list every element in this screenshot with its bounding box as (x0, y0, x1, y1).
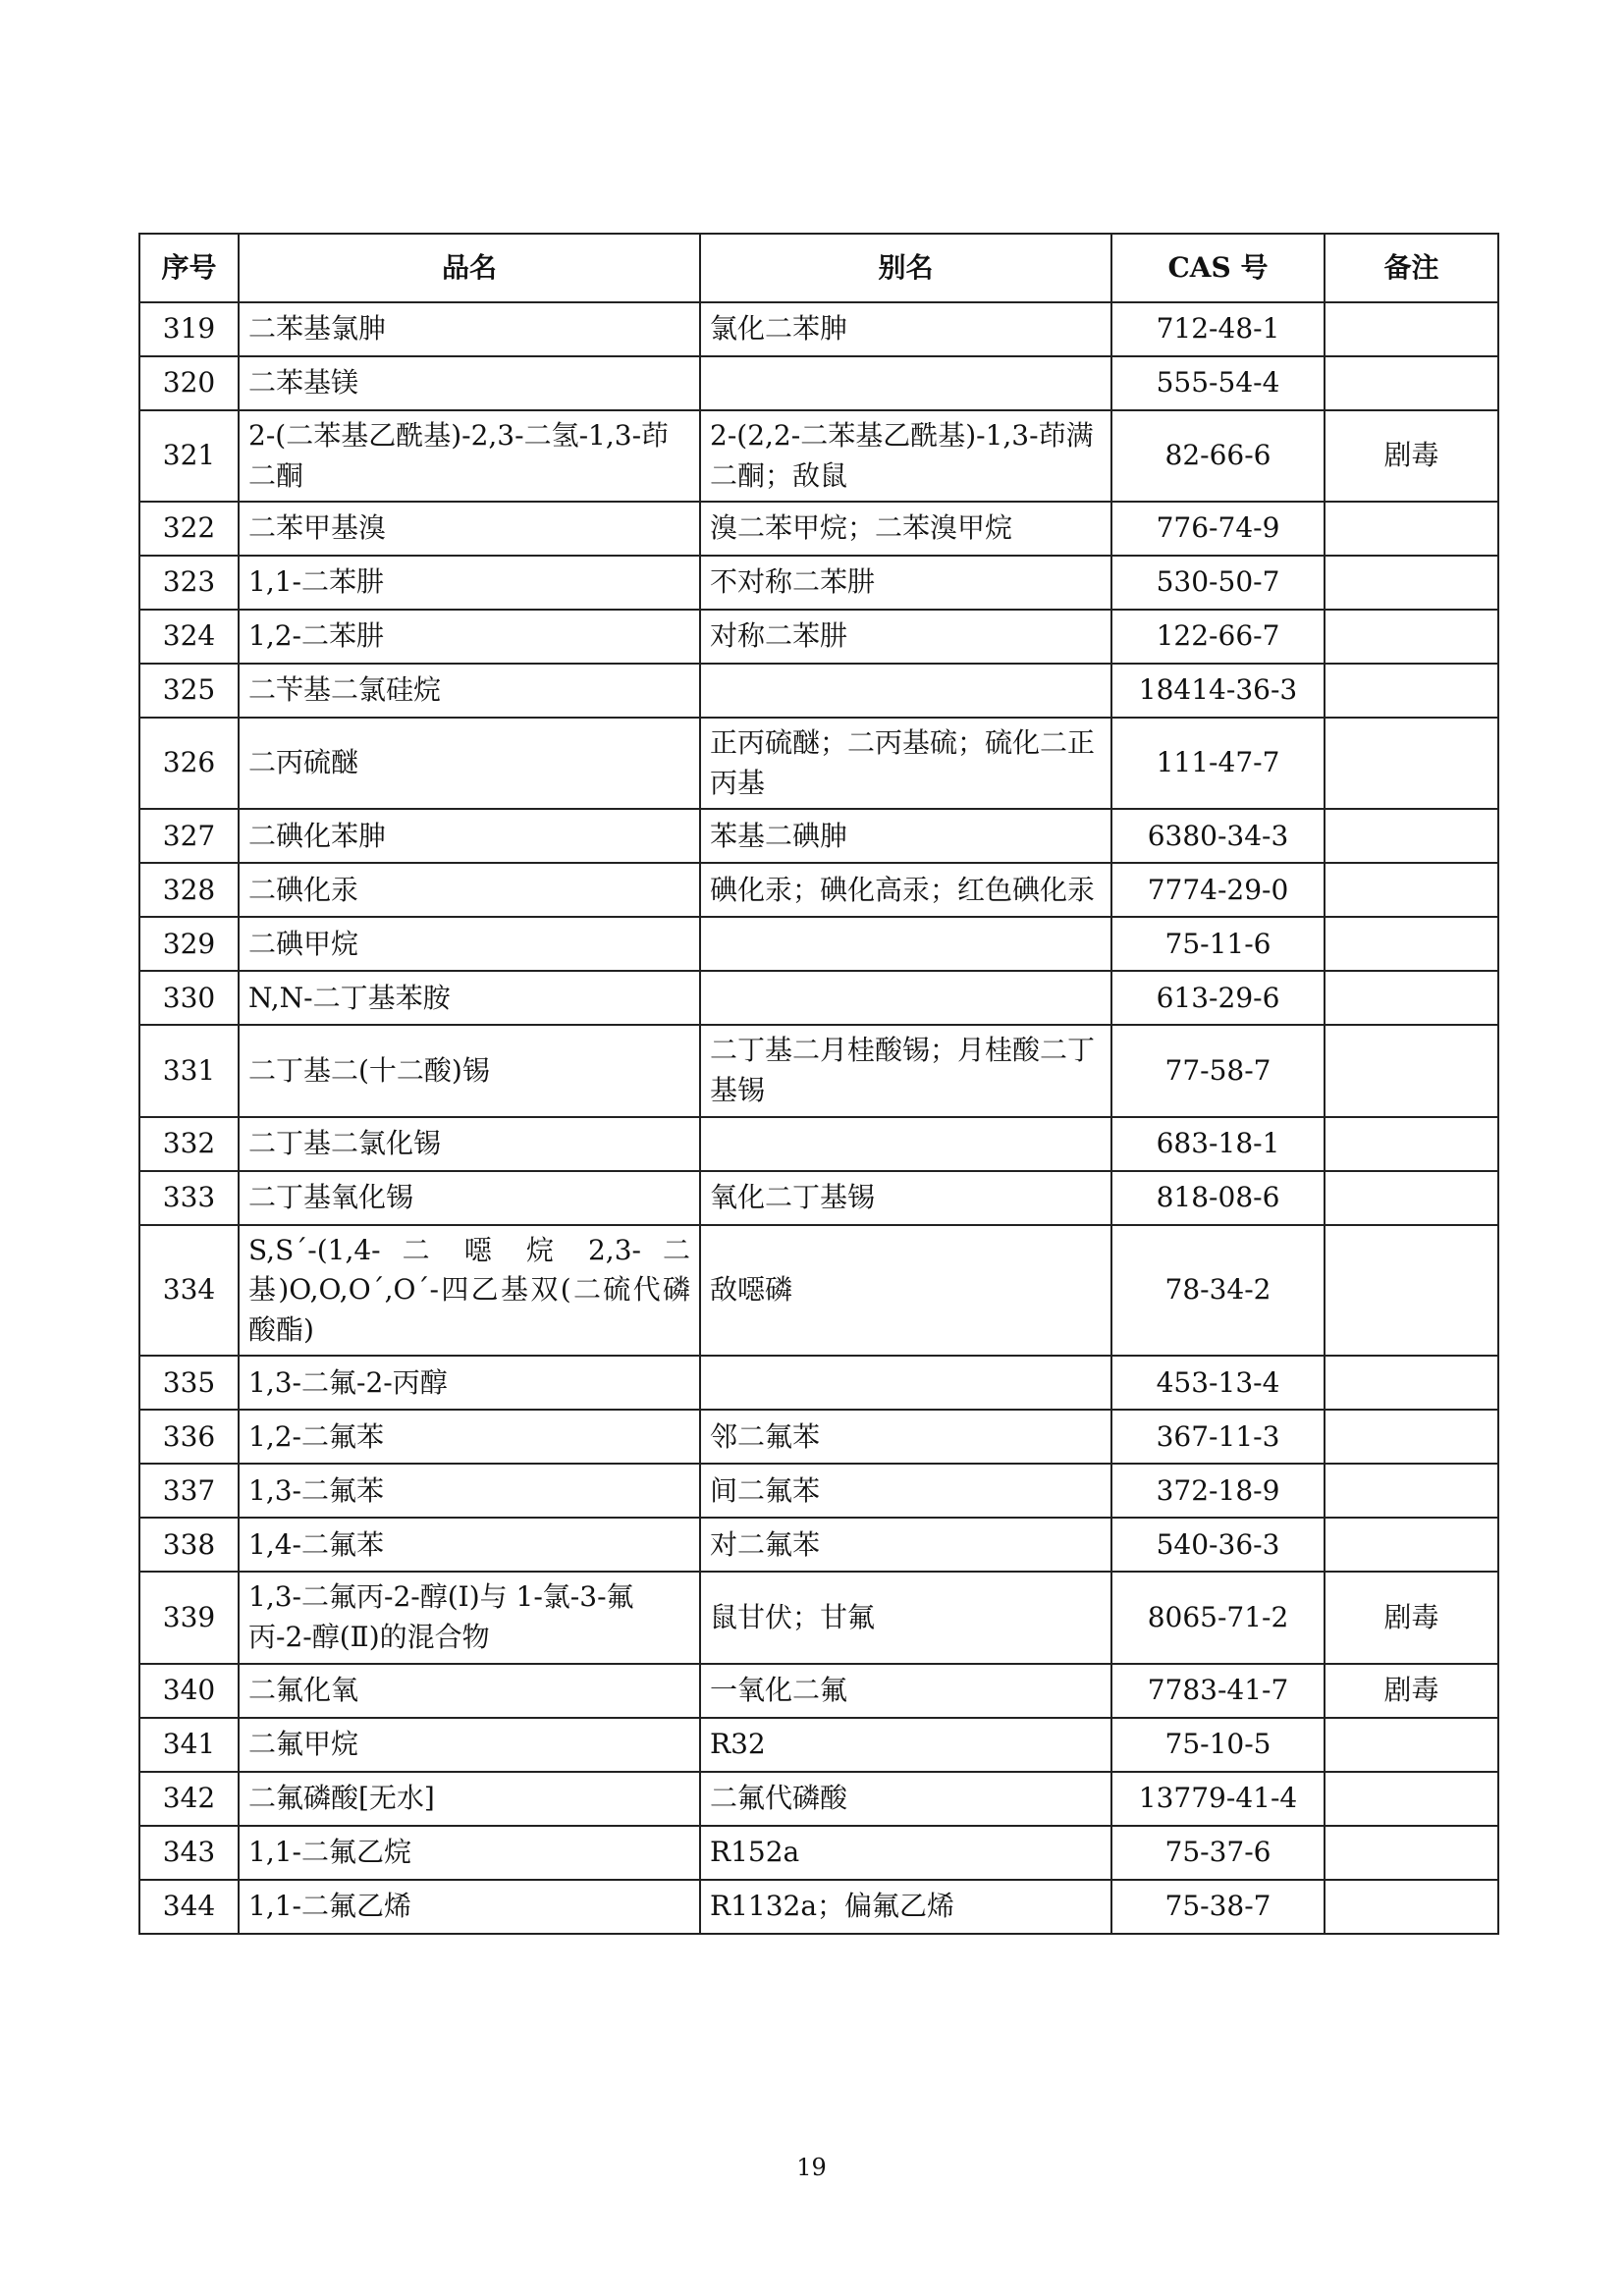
cell-note (1325, 809, 1498, 863)
cell-note (1325, 610, 1498, 664)
cell-note (1325, 1025, 1498, 1116)
cell-cas: 122-66-7 (1111, 610, 1325, 664)
cell-name: 1,1-二氟乙烯 (239, 1880, 700, 1934)
cell-cas: 78-34-2 (1111, 1225, 1325, 1357)
cell-note: 剧毒 (1325, 1572, 1498, 1663)
cell-note (1325, 664, 1498, 718)
cell-name: 二碘化汞 (239, 863, 700, 917)
cell-cas: 818-08-6 (1111, 1171, 1325, 1225)
cell-name: 二苯基氯胂 (239, 302, 700, 356)
cell-no: 343 (139, 1826, 239, 1880)
cell-cas: 540-36-3 (1111, 1518, 1325, 1572)
cell-name: 1,1-二苯肼 (239, 556, 700, 610)
cell-alias: 邻二氟苯 (700, 1410, 1111, 1464)
cell-note (1325, 917, 1498, 971)
cell-alias: 敌噁磷 (700, 1225, 1111, 1357)
cell-name: 二苄基二氯硅烷 (239, 664, 700, 718)
cell-alias (700, 356, 1111, 410)
header-name: 品名 (239, 234, 700, 302)
cell-cas: 613-29-6 (1111, 971, 1325, 1025)
cell-alias: 二氟代磷酸 (700, 1772, 1111, 1826)
table-row (139, 1664, 1498, 1718)
cell-no: 327 (139, 809, 239, 863)
cell-cas: 367-11-3 (1111, 1410, 1325, 1464)
table-row (139, 1518, 1498, 1572)
cell-no: 319 (139, 302, 239, 356)
table-row (139, 302, 1498, 356)
table-row (139, 1117, 1498, 1171)
cell-no: 335 (139, 1356, 239, 1410)
cell-alias: 鼠甘伏；甘氟 (700, 1572, 1111, 1663)
cell-no: 331 (139, 1025, 239, 1116)
cell-no: 344 (139, 1880, 239, 1934)
cell-name: 1,3-二氟-2-丙醇 (239, 1356, 700, 1410)
cell-name: 二苯甲基溴 (239, 502, 700, 556)
cell-note: 剧毒 (1325, 1664, 1498, 1718)
cell-name: S,S´-(1,4- 二 噁 烷 2,3- 二基)O,O,O´,O´-四乙基双(二硫代磷酸酯) (239, 1225, 700, 1357)
cell-alias: 氯化二苯胂 (700, 302, 1111, 356)
cell-alias: R152a (700, 1826, 1111, 1880)
cell-name: 1,2-二氟苯 (239, 1410, 700, 1464)
table-row (139, 1356, 1498, 1410)
table-row (139, 1025, 1498, 1116)
cell-note (1325, 1117, 1498, 1171)
cell-note (1325, 502, 1498, 556)
cell-cas: 776-74-9 (1111, 502, 1325, 556)
cell-alias: 二丁基二月桂酸锡；月桂酸二丁基锡 (700, 1025, 1111, 1116)
table-header-row (139, 234, 1498, 302)
cell-cas: 712-48-1 (1111, 302, 1325, 356)
cell-cas: 453-13-4 (1111, 1356, 1325, 1410)
table-row (139, 1225, 1498, 1357)
header-cas: CAS 号 (1111, 234, 1325, 302)
cell-name: 二丁基二(十二酸)锡 (239, 1025, 700, 1116)
cell-name: 二碘甲烷 (239, 917, 700, 971)
cell-note (1325, 1772, 1498, 1826)
table-row (139, 971, 1498, 1025)
cell-note (1325, 1410, 1498, 1464)
cell-alias: 正丙硫醚；二丙基硫；硫化二正丙基 (700, 718, 1111, 809)
cell-alias: 一氧化二氟 (700, 1664, 1111, 1718)
table-row (139, 502, 1498, 556)
cell-no: 338 (139, 1518, 239, 1572)
cell-alias: 苯基二碘胂 (700, 809, 1111, 863)
cell-alias: 不对称二苯肼 (700, 556, 1111, 610)
cell-alias: 间二氟苯 (700, 1464, 1111, 1518)
cell-alias: R1132a；偏氟乙烯 (700, 1880, 1111, 1934)
cell-note (1325, 302, 1498, 356)
cell-alias (700, 664, 1111, 718)
cell-no: 341 (139, 1718, 239, 1772)
cell-cas: 8065-71-2 (1111, 1572, 1325, 1663)
cell-name: 二氟化氧 (239, 1664, 700, 1718)
cell-alias: 对称二苯肼 (700, 610, 1111, 664)
cell-no: 333 (139, 1171, 239, 1225)
table-row (139, 917, 1498, 971)
cell-no: 336 (139, 1410, 239, 1464)
cell-name: 二苯基镁 (239, 356, 700, 410)
cell-name: 1,2-二苯肼 (239, 610, 700, 664)
cell-cas: 372-18-9 (1111, 1464, 1325, 1518)
cell-name: N,N-二丁基苯胺 (239, 971, 700, 1025)
cell-note (1325, 971, 1498, 1025)
cell-cas: 7774-29-0 (1111, 863, 1325, 917)
cell-cas: 13779-41-4 (1111, 1772, 1325, 1826)
cell-note (1325, 718, 1498, 809)
cell-cas: 111-47-7 (1111, 718, 1325, 809)
cell-name: 二丁基二氯化锡 (239, 1117, 700, 1171)
cell-note (1325, 1826, 1498, 1880)
cell-no: 324 (139, 610, 239, 664)
cell-note (1325, 556, 1498, 610)
table-row (139, 809, 1498, 863)
cell-no: 339 (139, 1572, 239, 1663)
cell-no: 323 (139, 556, 239, 610)
cell-note (1325, 863, 1498, 917)
page-number: 19 (796, 2154, 827, 2181)
cell-note (1325, 1356, 1498, 1410)
cell-alias (700, 1117, 1111, 1171)
cell-cas: 75-37-6 (1111, 1826, 1325, 1880)
cell-name: 1,1-二氟乙烷 (239, 1826, 700, 1880)
cell-cas: 7783-41-7 (1111, 1664, 1325, 1718)
table-row (139, 1464, 1498, 1518)
table-row (139, 1410, 1498, 1464)
cell-no: 326 (139, 718, 239, 809)
cell-note (1325, 1880, 1498, 1934)
cell-cas: 75-10-5 (1111, 1718, 1325, 1772)
cell-note (1325, 1225, 1498, 1357)
chemicals-table (138, 233, 1499, 1935)
cell-note (1325, 1718, 1498, 1772)
cell-cas: 555-54-4 (1111, 356, 1325, 410)
cell-cas: 683-18-1 (1111, 1117, 1325, 1171)
cell-alias (700, 917, 1111, 971)
cell-alias (700, 971, 1111, 1025)
cell-alias: 氧化二丁基锡 (700, 1171, 1111, 1225)
cell-note (1325, 1464, 1498, 1518)
cell-name: 2-(二苯基乙酰基)-2,3-二氢-1,3-茚二酮 (239, 410, 700, 502)
cell-cas: 75-11-6 (1111, 917, 1325, 971)
cell-alias: R32 (700, 1718, 1111, 1772)
cell-cas: 75-38-7 (1111, 1880, 1325, 1934)
cell-name: 二丁基氧化锡 (239, 1171, 700, 1225)
cell-cas: 6380-34-3 (1111, 809, 1325, 863)
cell-name: 二碘化苯胂 (239, 809, 700, 863)
cell-cas: 82-66-6 (1111, 410, 1325, 502)
table-row (139, 356, 1498, 410)
cell-name: 二氟甲烷 (239, 1718, 700, 1772)
cell-no: 342 (139, 1772, 239, 1826)
table-row (139, 664, 1498, 718)
cell-no: 325 (139, 664, 239, 718)
cell-no: 330 (139, 971, 239, 1025)
table-row (139, 1880, 1498, 1934)
cell-no: 340 (139, 1664, 239, 1718)
cell-name: 1,4-二氟苯 (239, 1518, 700, 1572)
table-body (139, 302, 1498, 1934)
cell-note: 剧毒 (1325, 410, 1498, 502)
table-row (139, 1171, 1498, 1225)
table-row (139, 1572, 1498, 1663)
cell-alias: 碘化汞；碘化高汞；红色碘化汞 (700, 863, 1111, 917)
cell-name: 1,3-二氟苯 (239, 1464, 700, 1518)
table-row (139, 718, 1498, 809)
cell-no: 334 (139, 1225, 239, 1357)
cell-no: 321 (139, 410, 239, 502)
cell-alias: 溴二苯甲烷；二苯溴甲烷 (700, 502, 1111, 556)
header-note: 备注 (1325, 234, 1498, 302)
cell-cas: 18414-36-3 (1111, 664, 1325, 718)
cell-note (1325, 1518, 1498, 1572)
cell-alias: 2-(2,2-二苯基乙酰基)-1,3-茚满二酮；敌鼠 (700, 410, 1111, 502)
table-row (139, 863, 1498, 917)
cell-no: 332 (139, 1117, 239, 1171)
table-row (139, 1772, 1498, 1826)
cell-cas: 530-50-7 (1111, 556, 1325, 610)
header-no: 序号 (139, 234, 239, 302)
table-row (139, 410, 1498, 502)
table-row (139, 610, 1498, 664)
cell-no: 328 (139, 863, 239, 917)
header-alias: 别名 (700, 234, 1111, 302)
table-row (139, 556, 1498, 610)
cell-no: 322 (139, 502, 239, 556)
cell-no: 329 (139, 917, 239, 971)
cell-name: 二丙硫醚 (239, 718, 700, 809)
cell-no: 320 (139, 356, 239, 410)
cell-note (1325, 356, 1498, 410)
cell-alias (700, 1356, 1111, 1410)
cell-name: 二氟磷酸[无水] (239, 1772, 700, 1826)
cell-alias: 对二氟苯 (700, 1518, 1111, 1572)
cell-no: 337 (139, 1464, 239, 1518)
table-row (139, 1718, 1498, 1772)
cell-note (1325, 1171, 1498, 1225)
cell-name: 1,3-二氟丙-2-醇(Ⅰ)与 1-氯-3-氟丙-2-醇(Ⅱ)的混合物 (239, 1572, 700, 1663)
cell-cas: 77-58-7 (1111, 1025, 1325, 1116)
table-row (139, 1826, 1498, 1880)
